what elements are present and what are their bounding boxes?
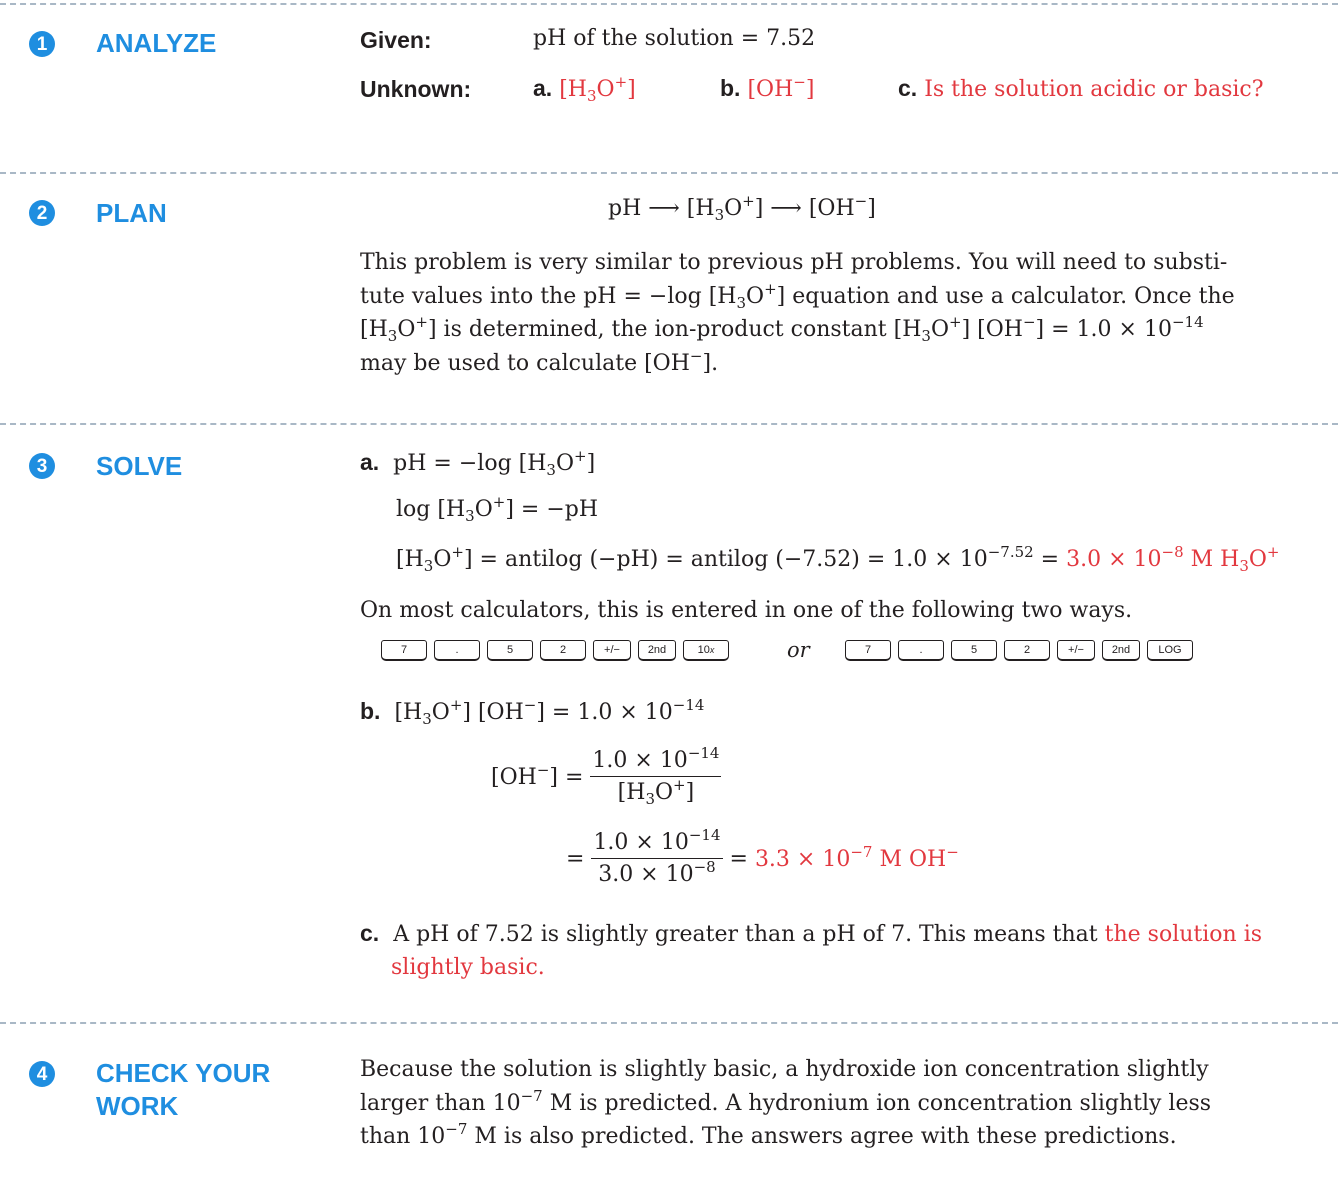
step-number-4: 4 bbox=[29, 1061, 55, 1087]
calc-key-2nd: 2nd bbox=[638, 640, 676, 661]
solve-a-answer: $3.0 \times 10^{-8}$ M $H_3O^+$ bbox=[1066, 543, 1280, 575]
fraction-2-numerator: $1.0 \times 10^{-14}$ bbox=[591, 828, 722, 859]
section-divider bbox=[0, 423, 1338, 425]
solve-c-answer-1: the solution is bbox=[1104, 922, 1263, 947]
plan-line: $[H_3O^+]$ is determined, the ion-product constant $[H_3O^+] [OH^-] = 1.0 \times 10^{-14}$ bbox=[360, 313, 1204, 345]
solve-a-line1: a. pH = −log $[H_3O^+]$ bbox=[360, 447, 596, 479]
check-line: Because the solution is slightly basic, a hydroxide ion concentration slightly bbox=[360, 1057, 1209, 1082]
unknown-c bbox=[898, 75, 1264, 102]
calc-key-2: 2 bbox=[1004, 640, 1050, 661]
calc-key-sign: +/− bbox=[1057, 640, 1095, 661]
fraction-1 bbox=[590, 746, 721, 809]
calculator-keys-sequence-2 bbox=[845, 640, 1193, 661]
plan-paragraph bbox=[360, 246, 1240, 380]
solve-c-line1 bbox=[360, 920, 1262, 947]
step-title-line: CHECK YOUR bbox=[96, 1058, 271, 1088]
fraction-2 bbox=[591, 828, 722, 891]
plan-flow: pH ⟶ $[H_3O^+]$ ⟶ [OH−] bbox=[608, 192, 876, 224]
solve-b-equals: = bbox=[729, 846, 748, 872]
solve-b-eq2 bbox=[566, 828, 959, 891]
solve-b-eq1 bbox=[491, 746, 721, 809]
solve-a-letter: a. bbox=[360, 449, 380, 475]
check-line: than $10^{-7}$ M is also predicted. The answers agree with these predictions. bbox=[360, 1120, 1177, 1149]
calc-key-sign: +/− bbox=[593, 640, 631, 661]
fraction-1-denominator: $[H_3O^+]$ bbox=[617, 776, 695, 808]
calc-key-7: 7 bbox=[845, 640, 891, 661]
step-title-line: WORK bbox=[96, 1091, 179, 1121]
calc-key-decimal: . bbox=[898, 640, 944, 661]
step-title-check-your-work bbox=[96, 1057, 270, 1123]
fraction-2-denominator: $3.0 \times 10^{-8}$ bbox=[598, 858, 716, 887]
check-line: larger than $10^{-7}$ M is predicted. A hydronium ion concentration slightly less bbox=[360, 1086, 1212, 1116]
solve-b-equals: = bbox=[566, 846, 585, 872]
solve-c-answer-2: slightly basic. bbox=[391, 955, 545, 980]
check-paragraph bbox=[360, 1053, 1240, 1154]
calc-key-10x: 10 x bbox=[683, 640, 729, 661]
solve-a-line3: $[H_3O^+]$ = antilog (−pH) = antilog $(-7.52) = 1.0 \times 10^{-7.52} = 3.0 \times 10^{-8}$ M $H_3O^+$ bbox=[396, 543, 1280, 575]
solve-c-letter: c. bbox=[360, 920, 380, 946]
unknown-c-text: Is the solution acidic or basic? bbox=[924, 77, 1264, 102]
step-title-plan: PLAN bbox=[96, 198, 167, 228]
step-title-solve: SOLVE bbox=[96, 451, 183, 481]
solve-b-line1: b. $[H_3O^+] [OH^-] = 1.0 \times 10^{-14}$ bbox=[360, 696, 705, 728]
step-number-2: 2 bbox=[29, 200, 55, 226]
unknown-c-letter: c. bbox=[898, 75, 918, 101]
calc-key-7: 7 bbox=[381, 640, 427, 661]
calc-intro: On most calculators, this is entered in one of the following two ways. bbox=[360, 598, 1133, 623]
plan-line: may be used to calculate [OH−]. bbox=[360, 346, 719, 376]
solve-b-lhs: [OH−] = bbox=[491, 760, 584, 790]
or-text: or bbox=[787, 638, 810, 662]
step-number-1: 1 bbox=[29, 31, 55, 57]
plan-line: This problem is very similar to previous pH problems. You will need to substi- bbox=[360, 250, 1228, 275]
calc-key-5: 5 bbox=[951, 640, 997, 661]
calc-key-decimal: . bbox=[434, 640, 480, 661]
unknown-b-letter: b. bbox=[720, 75, 741, 101]
given-value: pH of the solution = 7.52 bbox=[533, 26, 816, 51]
step-title-analyze: ANALYZE bbox=[96, 28, 217, 58]
solve-a-line2: $\log [H_3O^+] = -pH$ bbox=[396, 493, 599, 525]
section-divider bbox=[0, 3, 1338, 5]
plan-line: tute values into the pH = −log $[H_3O^+]$ equation and use a calculator. Once the bbox=[360, 279, 1235, 312]
unknown-a: a. $[H_3O^+]$ bbox=[533, 73, 636, 105]
step-number-3: 3 bbox=[29, 453, 55, 479]
calc-key-log: LOG bbox=[1147, 640, 1193, 661]
section-divider bbox=[0, 1022, 1338, 1024]
calc-key-2nd: 2nd bbox=[1102, 640, 1140, 661]
solve-b-letter: b. bbox=[360, 698, 381, 724]
unknown-label: Unknown: bbox=[360, 76, 472, 102]
solve-b-answer: $3.3 \times 10^{-7}$ M OH− bbox=[754, 842, 959, 872]
solve-c-text: A pH of 7.52 is slightly greater than a pH of 7. This means that bbox=[393, 922, 1098, 947]
calc-key-2: 2 bbox=[540, 640, 586, 661]
section-divider bbox=[0, 172, 1338, 174]
fraction-1-numerator: $1.0 \times 10^{-14}$ bbox=[590, 746, 721, 777]
unknown-b: b. [OH−] bbox=[720, 73, 815, 102]
given-label: Given: bbox=[360, 27, 432, 53]
unknown-a-letter: a. bbox=[533, 75, 553, 101]
calc-key-5: 5 bbox=[487, 640, 533, 661]
calculator-keys-sequence-1 bbox=[381, 640, 729, 661]
